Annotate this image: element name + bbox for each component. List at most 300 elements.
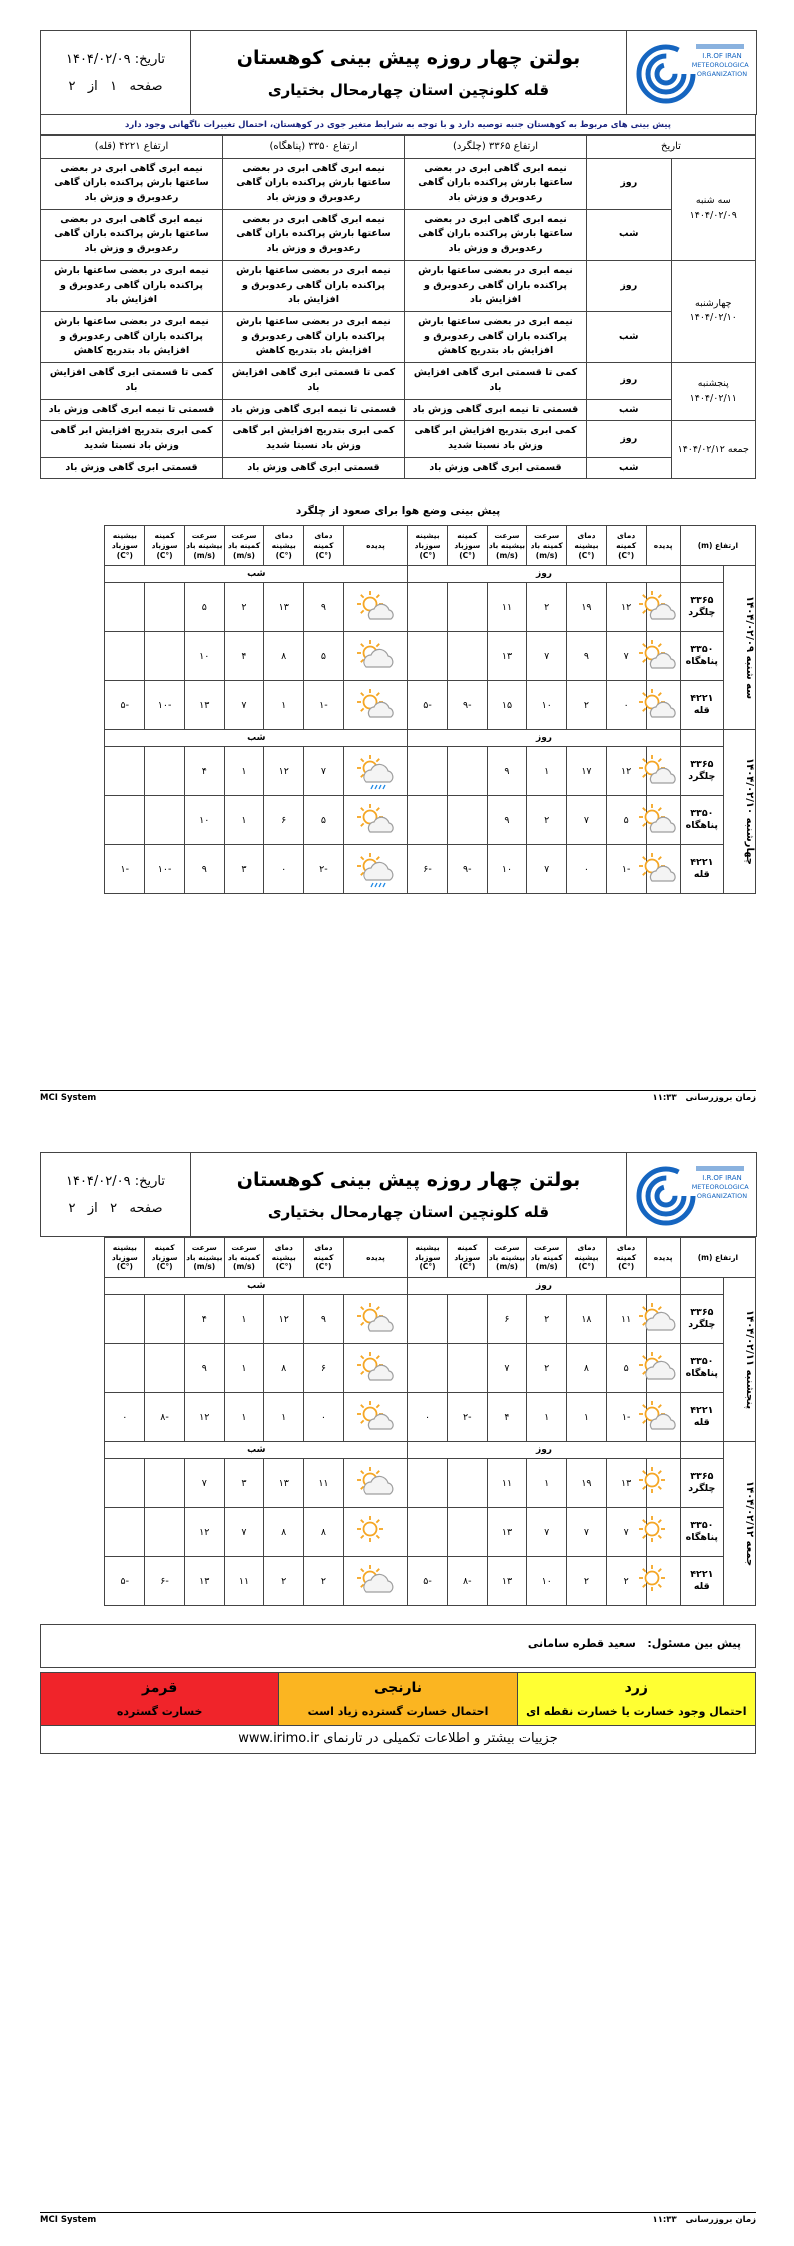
- summary-date: سه شنبه ۱۴۰۴/۰۲/۰۹: [671, 158, 756, 260]
- summary-cell: نیمه ابری در بعضی ساعتها بارش پراکنده باران گاهی رعدوبرق و افزایش باد بتدریج کاهش: [405, 311, 587, 362]
- night-value: [105, 1295, 145, 1344]
- weather-partly-icon: [344, 800, 407, 840]
- page-label: صفحه: [129, 1200, 163, 1216]
- weather-cloudy-icon: [344, 636, 407, 676]
- day-value: ۱: [527, 1459, 567, 1508]
- col-cmin: کمینه سوزباد (°C): [145, 526, 185, 566]
- day-value: ۲: [606, 1557, 646, 1606]
- col-altitude: ارتفاع (m): [680, 526, 755, 566]
- forecaster-name: سعید قطره سامانی: [527, 1637, 636, 1650]
- page-1: [40, 30, 756, 1105]
- irimo-logo-icon: [634, 36, 749, 106]
- weather-partly-icon: [647, 587, 680, 627]
- col-wmin: سرعت کمینه باد (m/s): [224, 1238, 264, 1278]
- summary-cell: نیمه ابری گاهی ابری در بعضی ساعتها بارش پراکنده باران گاهی رعدوبرق و وزش باد: [223, 209, 405, 260]
- night-value: ۱۰: [184, 796, 224, 845]
- altitude-value: ۴۲۲۱: [690, 1404, 714, 1416]
- altitude-cell: [680, 845, 723, 894]
- day-value: ۷: [606, 632, 646, 681]
- night-value: ۱۲: [184, 1393, 224, 1442]
- summary-cell: قسمتی تا نیمه ابری گاهی وزش باد: [41, 399, 223, 421]
- col-cmin: کمینه سوزباد (°C): [447, 1238, 487, 1278]
- day-weather-cell: [646, 1393, 680, 1442]
- day-value: ۱۹: [567, 1459, 607, 1508]
- altitude-cell: [680, 747, 723, 796]
- night-label: شب: [587, 457, 672, 479]
- weather-partly-icon: [344, 1299, 407, 1339]
- col-tmin: دمای کمینه (°C): [304, 1238, 344, 1278]
- weather-rain-icon: [344, 751, 407, 791]
- night-value: ۷: [184, 1459, 224, 1508]
- night-value: ۷: [224, 681, 264, 730]
- page-of: از: [87, 1200, 98, 1216]
- forecast-row: [41, 796, 756, 845]
- page-number: ۱: [110, 78, 118, 94]
- summary-cell: نیمه ابری گاهی ابری در بعضی ساعتها بارش پراکنده باران گاهی رعدوبرق و وزش باد: [223, 158, 405, 209]
- footer: [40, 2212, 756, 2225]
- day-value: ۲: [567, 1557, 607, 1606]
- altitude-cell: [680, 1557, 723, 1606]
- night-value: ۸: [264, 1508, 304, 1557]
- day-value: ۱۱: [487, 1459, 527, 1508]
- weather-cloudy-icon: [647, 1299, 680, 1339]
- day-value: [408, 1459, 448, 1508]
- forecast-date: [723, 1278, 755, 1442]
- day-value: ۰: [408, 1393, 448, 1442]
- night-value: ۲: [304, 1557, 344, 1606]
- forecast-row: [41, 1557, 756, 1606]
- bulletin-header-2: [40, 1152, 757, 1237]
- night-value: [105, 1459, 145, 1508]
- summary-row-day: [41, 158, 756, 209]
- altitude-value: ۳۳۵۰: [690, 644, 714, 656]
- night-value: ۹: [184, 845, 224, 894]
- night-value: ۳: [224, 1459, 264, 1508]
- summary-row-night: [41, 311, 756, 362]
- night-value: ۱: [224, 1344, 264, 1393]
- footer-update-time: ۱۱:۳۳: [652, 2215, 677, 2225]
- day-value: [408, 632, 448, 681]
- day-value: ۸: [567, 1344, 607, 1393]
- day-value: ۲: [527, 796, 567, 845]
- day-header: روز: [408, 566, 681, 583]
- day-value: ۱: [567, 1393, 607, 1442]
- night-value: ۸: [264, 1344, 304, 1393]
- logo-line-1: I.R.OF IRAN: [702, 1173, 742, 1182]
- summary-cell: قسمتی تا نیمه ابری گاهی وزش باد: [405, 399, 587, 421]
- page-subtitle: قله کلونچین استان چهارمحال بختیاری: [267, 1202, 550, 1221]
- night-value: ۴: [224, 632, 264, 681]
- day-value: ۱۹: [567, 583, 607, 632]
- day-value: ۱۷: [567, 747, 607, 796]
- location-name: پناهگاه: [685, 1368, 718, 1379]
- col-cmax: بیشینه سوزباد (°C): [105, 526, 145, 566]
- day-label: روز: [587, 158, 672, 209]
- day-value: ۰: [606, 681, 646, 730]
- summary-cell: نیمه ابری در بعضی ساعتها بارش پراکنده باران گاهی رعدوبرق و افزایش باد بتدریج کاهش: [41, 311, 223, 362]
- weather-partly-icon: [647, 1397, 680, 1437]
- location-name: چلگرد: [688, 1319, 716, 1330]
- night-value: ۱۲: [184, 1508, 224, 1557]
- day-value: -۵: [408, 681, 448, 730]
- night-value: [105, 796, 145, 845]
- day-value: ۱: [527, 747, 567, 796]
- day-value: [408, 1508, 448, 1557]
- night-weather-cell: [343, 796, 407, 845]
- night-value: ۶: [304, 1344, 344, 1393]
- summary-cell: کمی تا قسمتی ابری گاهی افزایش باد: [41, 363, 223, 399]
- forecast-row: [41, 632, 756, 681]
- forecast-row: [41, 1393, 756, 1442]
- summary-cell: نیمه ابری در بعضی ساعتها بارش پراکنده باران گاهی رعدوبرق و افزایش باد: [405, 260, 587, 311]
- summary-cell: نیمه ابری گاهی ابری در بعضی ساعتها بارش پراکنده باران گاهی رعدوبرق و وزش باد: [405, 209, 587, 260]
- night-weather-cell: [343, 1557, 407, 1606]
- night-value: ۷: [304, 747, 344, 796]
- day-value: ۵: [606, 1344, 646, 1393]
- footer-update-time: ۱۱:۳۳: [652, 1093, 677, 1103]
- summary-cell: قسمتی ابری گاهی وزش باد: [405, 457, 587, 479]
- logo-line-2: METEOROLOGICAL: [691, 1182, 749, 1191]
- altitude-value: ۳۳۵۰: [690, 808, 714, 820]
- night-value: ۱۱: [304, 1459, 344, 1508]
- title-block: [191, 1153, 627, 1237]
- day-weather-cell: [646, 1508, 680, 1557]
- forecaster-label: پیش بین مسئول:: [647, 1637, 741, 1650]
- weather-partly-icon: [647, 849, 680, 889]
- day-value: [447, 1295, 487, 1344]
- day-value: ۲: [527, 583, 567, 632]
- night-value: ۵: [304, 632, 344, 681]
- forecast-row: [41, 845, 756, 894]
- day-value: ۴: [487, 1393, 527, 1442]
- summary-cell: کمی تا قسمتی ابری گاهی افزایش باد: [223, 363, 405, 399]
- summary-cell: نیمه ابری گاهی ابری در بعضی ساعتها بارش پراکنده باران گاهی رعدوبرق و وزش باد: [405, 158, 587, 209]
- date-block: [41, 1153, 191, 1237]
- day-value: [447, 796, 487, 845]
- blank-cell: [680, 730, 723, 747]
- night-value: -۵: [105, 1557, 145, 1606]
- warning-title: نارنجی: [373, 1680, 423, 1696]
- forecaster-box: [40, 1624, 756, 1668]
- logo-line-3: ORGANIZATION: [696, 69, 748, 78]
- night-weather-cell: [343, 1344, 407, 1393]
- night-header: شب: [105, 566, 408, 583]
- day-value: ۱۱: [487, 583, 527, 632]
- day-night-row: [41, 1278, 756, 1295]
- day-value: ۱۰: [527, 1557, 567, 1606]
- col-tmax: دمای بیشینه (°C): [567, 1238, 607, 1278]
- page-total: ۲: [68, 78, 76, 94]
- altitude-value: ۳۳۶۵: [690, 1470, 714, 1482]
- day-value: ۱۱: [606, 1295, 646, 1344]
- night-weather-cell: [343, 1295, 407, 1344]
- night-value: [105, 1344, 145, 1393]
- night-value: ۱: [264, 1393, 304, 1442]
- night-weather-cell: [343, 1393, 407, 1442]
- day-value: [408, 1295, 448, 1344]
- altitude-cell: [680, 1508, 723, 1557]
- forecast-date: [723, 730, 755, 894]
- summary-cell: نیمه ابری در بعضی ساعتها بارش پراکنده باران گاهی رعدوبرق و افزایش باد بتدریج کاهش: [223, 311, 405, 362]
- day-value: ۱۰: [527, 681, 567, 730]
- weather-partly-icon: [344, 685, 407, 725]
- col-tmin: دمای کمینه (°C): [606, 1238, 646, 1278]
- forecast-row: [41, 1295, 756, 1344]
- day-night-row: [41, 566, 756, 583]
- notice: پیش بینی های مربوط به کوهستان جنبه توصیه دارد و با توجه به شرایط متغیر جوی در کوهستان، احتمال تغییرات ناگهانی وجود دارد: [40, 115, 756, 135]
- day-value: [447, 632, 487, 681]
- location-name: قله: [693, 705, 710, 717]
- night-weather-cell: [343, 681, 407, 730]
- night-value: ۱۲: [264, 1295, 304, 1344]
- altitude-cell: [680, 632, 723, 681]
- summary-cell: نیمه ابری گاهی ابری در بعضی ساعتها بارش پراکنده باران گاهی رعدوبرق و وزش باد: [41, 209, 223, 260]
- night-value: ۹: [304, 1295, 344, 1344]
- night-value: ۲: [264, 1557, 304, 1606]
- summary-header-date: تاریخ: [587, 136, 756, 159]
- warning-level: [279, 1673, 517, 1725]
- night-value: ۱۲: [264, 747, 304, 796]
- col-wx: پدیده: [343, 526, 407, 566]
- night-header: شب: [105, 1442, 408, 1459]
- day-weather-cell: [646, 1295, 680, 1344]
- logo-line-3: ORGANIZATION: [696, 1191, 748, 1200]
- night-value: ۴: [184, 1295, 224, 1344]
- night-weather-cell: [343, 1459, 407, 1508]
- night-value: ۱۱: [224, 1557, 264, 1606]
- warning-legend: [40, 1672, 756, 1726]
- summary-cell: نیمه ابری در بعضی ساعتها بارش پراکنده باران گاهی رعدوبرق و افزایش باد: [223, 260, 405, 311]
- night-value: -۱۰: [145, 845, 185, 894]
- col-cmax: بیشینه سوزباد (°C): [105, 1238, 145, 1278]
- summary-row-day: [41, 260, 756, 311]
- location-name: پناهگاه: [685, 820, 718, 832]
- day-value: ۷: [567, 1508, 607, 1557]
- night-value: ۱۳: [264, 1459, 304, 1508]
- day-value: -۵: [408, 1557, 448, 1606]
- weather-sunny-icon: [647, 1512, 680, 1552]
- day-label: روز: [587, 363, 672, 399]
- night-value: -۱: [304, 681, 344, 730]
- night-value: [145, 632, 185, 681]
- summary-header-alt: ارتفاع ۳۳۵۰ (پناهگاه): [223, 136, 405, 159]
- weather-sunny-icon: [344, 1512, 407, 1552]
- night-header: شب: [105, 730, 408, 747]
- col-tmin: دمای کمینه (°C): [606, 526, 646, 566]
- forecast-date: [723, 1442, 755, 1606]
- night-value: [145, 1459, 185, 1508]
- summary-cell: کمی تا قسمتی ابری گاهی افزایش باد: [405, 363, 587, 399]
- day-night-row: [41, 730, 756, 747]
- day-header: روز: [408, 730, 681, 747]
- day-value: [447, 1508, 487, 1557]
- weather-partly-icon: [647, 685, 680, 725]
- warning-title: قرمز: [142, 1680, 178, 1696]
- location-name: قله: [693, 1581, 710, 1592]
- day-value: -۶: [408, 845, 448, 894]
- night-value: [105, 1508, 145, 1557]
- location-name: پناهگاه: [685, 1532, 718, 1543]
- weather-partly-icon: [344, 587, 407, 627]
- altitude-cell: [680, 681, 723, 730]
- date-label: تاریخ:: [134, 1173, 165, 1189]
- day-value: ۰: [567, 845, 607, 894]
- night-value: -۵: [105, 681, 145, 730]
- summary-cell: قسمتی ابری گاهی وزش باد: [223, 457, 405, 479]
- day-value: ۶: [487, 1295, 527, 1344]
- night-value: ۱: [264, 681, 304, 730]
- night-value: ۲: [224, 583, 264, 632]
- summary-cell: کمی ابری بتدریج افزایش ابر گاهی وزش باد نسبتا شدید: [41, 421, 223, 457]
- summary-cell: قسمتی تا نیمه ابری گاهی وزش باد: [223, 399, 405, 421]
- col-tmax: دمای بیشینه (°C): [264, 526, 304, 566]
- logo-line-2: METEOROLOGICAL: [691, 60, 749, 69]
- night-value: ۱۳: [264, 583, 304, 632]
- night-value: ۱: [224, 1393, 264, 1442]
- blank-cell: [680, 1278, 723, 1295]
- night-value: ۸: [304, 1508, 344, 1557]
- col-tmax: دمای بیشینه (°C): [567, 526, 607, 566]
- night-weather-cell: [343, 583, 407, 632]
- irimo-logo-icon: [634, 1158, 749, 1228]
- weather-cloudy-icon: [344, 1561, 407, 1601]
- location-name: قله: [693, 869, 710, 881]
- altitude-cell: [680, 1459, 723, 1508]
- day-value: ۹: [567, 632, 607, 681]
- altitude-value: ۴۲۲۱: [690, 1568, 714, 1580]
- day-value: [408, 747, 448, 796]
- night-value: ۹: [304, 583, 344, 632]
- col-wmin: سرعت کمینه باد (m/s): [527, 526, 567, 566]
- night-value: [145, 747, 185, 796]
- day-weather-cell: [646, 845, 680, 894]
- day-value: ۲: [567, 681, 607, 730]
- page-title: بولتن چهار روزه پیش بینی کوهستان: [236, 1168, 581, 1191]
- col-wmax: سرعت بیشینه باد (m/s): [487, 526, 527, 566]
- date-label: تاریخ:: [134, 51, 165, 67]
- day-header: روز: [408, 1278, 681, 1295]
- page-2: [40, 1152, 756, 2227]
- night-value: -۶: [145, 1557, 185, 1606]
- page-of: از: [87, 78, 98, 94]
- night-weather-cell: [343, 632, 407, 681]
- warning-desc: احتمال خسارت گسترده زیاد است: [307, 1705, 489, 1718]
- night-value: ۳: [224, 845, 264, 894]
- day-weather-cell: [646, 681, 680, 730]
- night-value: ۵: [184, 583, 224, 632]
- altitude-value: ۳۳۶۵: [690, 759, 714, 771]
- day-value: [408, 796, 448, 845]
- day-value: ۱: [527, 1393, 567, 1442]
- night-label: شب: [587, 311, 672, 362]
- day-weather-cell: [646, 796, 680, 845]
- night-header: شب: [105, 1278, 408, 1295]
- weather-sunny-icon: [647, 1463, 680, 1503]
- warning-title: زرد: [624, 1680, 648, 1696]
- night-value: ۷: [224, 1508, 264, 1557]
- forecast-row: [41, 1508, 756, 1557]
- summary-header-alt: ارتفاع ۳۳۶۵ (چلگرد): [405, 136, 587, 159]
- summary-row-night: [41, 209, 756, 260]
- forecast-date-text: جمعه ۱۴۰۴/۰۲/۱۲: [744, 1480, 755, 1567]
- day-weather-cell: [646, 1459, 680, 1508]
- page-title: بولتن چهار روزه پیش بینی کوهستان: [236, 46, 581, 69]
- summary-row-night: [41, 457, 756, 479]
- summary-header-row: [41, 136, 756, 159]
- day-value: [447, 1344, 487, 1393]
- blank-cell: [680, 566, 723, 583]
- night-value: ۱: [224, 796, 264, 845]
- summary-date: پنجشنبه ۱۴۰۴/۰۲/۱۱: [671, 363, 756, 421]
- forecast-row: [41, 1344, 756, 1393]
- day-value: ۷: [606, 1508, 646, 1557]
- altitude-cell: [680, 1344, 723, 1393]
- warning-desc: احتمال وجود خسارت یا خسارت نقطه ای: [526, 1705, 747, 1718]
- day-value: ۵: [606, 796, 646, 845]
- summary-cell: نیمه ابری در بعضی ساعتها بارش پراکنده باران گاهی رعدوبرق و افزایش باد: [41, 260, 223, 311]
- col-cmin: کمینه سوزباد (°C): [145, 1238, 185, 1278]
- more-info[interactable]: جزییات بیشتر و اطلاعات تکمیلی در تارنمای www.irimo.ir: [40, 1726, 756, 1754]
- weather-cloudy-icon: [647, 1348, 680, 1388]
- summary-cell: کمی ابری بتدریج افزایش ابر گاهی وزش باد نسبتا شدید: [405, 421, 587, 457]
- location-name: چلگرد: [688, 771, 716, 783]
- day-label: روز: [587, 421, 672, 457]
- forecast-row: [41, 747, 756, 796]
- weather-rain-icon: [344, 849, 407, 889]
- altitude-cell: [680, 1393, 723, 1442]
- forecast-date-text: سه شنبه ۱۴۰۴/۰۲/۰۹: [744, 596, 755, 700]
- day-value: ۱۳: [487, 1557, 527, 1606]
- col-wmax: سرعت بیشینه باد (m/s): [184, 1238, 224, 1278]
- day-weather-cell: [646, 1557, 680, 1606]
- night-value: -۸: [145, 1393, 185, 1442]
- col-cmax: بیشینه سوزباد (°C): [408, 1238, 448, 1278]
- day-value: ۷: [487, 1344, 527, 1393]
- day-value: [447, 583, 487, 632]
- col-wmax: سرعت بیشینه باد (m/s): [184, 526, 224, 566]
- forecast-row: [41, 1459, 756, 1508]
- day-value: ۷: [527, 845, 567, 894]
- forecast-row: [41, 583, 756, 632]
- day-header: روز: [408, 1442, 681, 1459]
- forecast-date: [723, 566, 755, 730]
- night-value: ۱۳: [184, 1557, 224, 1606]
- forecast-row: [41, 681, 756, 730]
- night-value: ۱۰: [184, 632, 224, 681]
- night-value: ۵: [304, 796, 344, 845]
- summary-row-night: [41, 399, 756, 421]
- night-label: شب: [587, 209, 672, 260]
- day-value: ۲: [527, 1295, 567, 1344]
- night-weather-cell: [343, 747, 407, 796]
- altitude-cell: [680, 1295, 723, 1344]
- date-block: [41, 31, 191, 115]
- date-value: ۱۴۰۴/۰۲/۰۹: [65, 1173, 131, 1189]
- night-value: [145, 796, 185, 845]
- night-value: [105, 583, 145, 632]
- blank-cell: [680, 1442, 723, 1459]
- night-value: ۱: [224, 747, 264, 796]
- day-value: ۱۰: [487, 845, 527, 894]
- day-weather-cell: [646, 632, 680, 681]
- day-value: ۲: [527, 1344, 567, 1393]
- day-value: -۱: [606, 845, 646, 894]
- day-value: -۹: [447, 681, 487, 730]
- night-weather-cell: [343, 845, 407, 894]
- day-value: [408, 583, 448, 632]
- altitude-cell: [680, 583, 723, 632]
- day-value: [447, 1459, 487, 1508]
